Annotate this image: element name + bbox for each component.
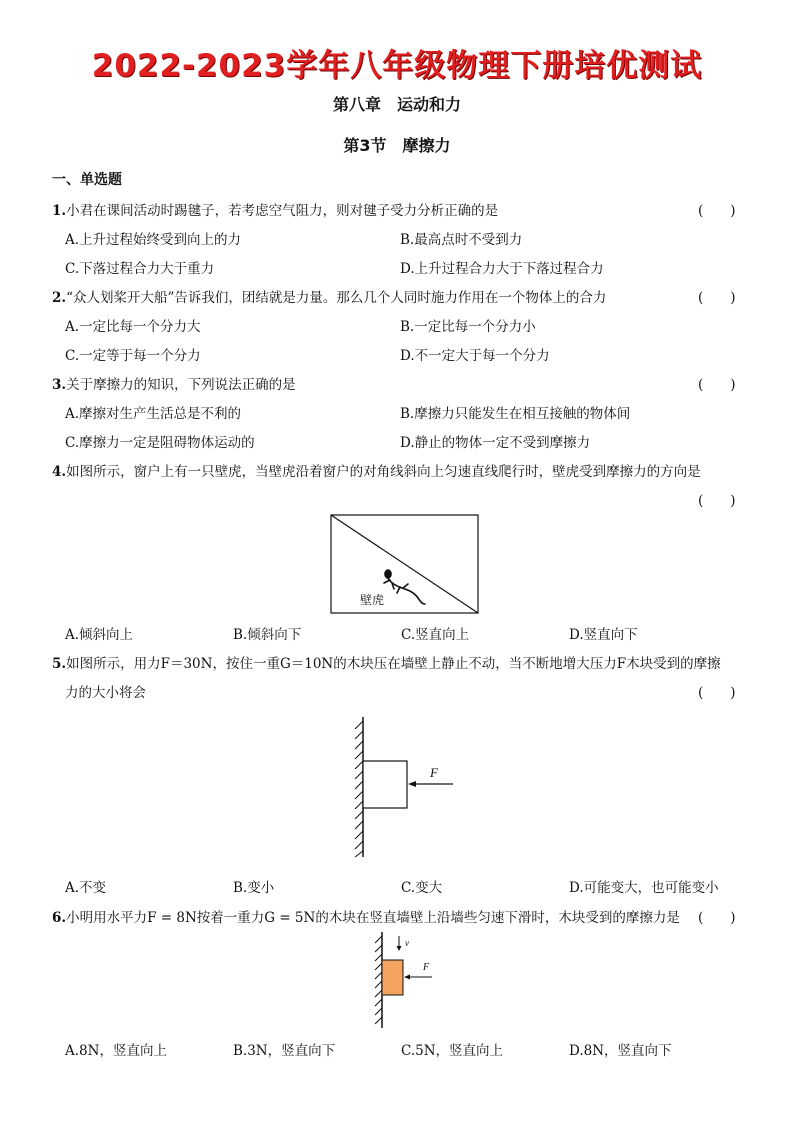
question-number: 2.	[52, 290, 67, 306]
question-5	[52, 652, 721, 672]
page-title: 2022-2023学年八年级物理下册培优测试	[91, 48, 703, 84]
option-c: C.变大	[401, 880, 443, 896]
option-b: B.3N，竖直向下	[233, 1043, 336, 1059]
option-d: D.可能变大，也可能变小	[569, 880, 719, 896]
question-6	[52, 906, 680, 926]
answer-blank: ( )	[698, 493, 736, 509]
option-b: B.变小	[233, 880, 275, 896]
question-number: 6.	[52, 910, 67, 926]
wall-hatching	[355, 721, 363, 857]
option-d: D.8N，竖直向下	[569, 1043, 672, 1059]
window-gecko-figure	[330, 514, 480, 614]
force-label: F	[430, 765, 438, 780]
arrow-head-icon	[408, 781, 416, 787]
diagonal-line	[331, 515, 478, 613]
wall-hatching	[375, 936, 382, 1024]
chapter-heading: 第八章 运动和力	[332, 95, 461, 114]
question-number: 4.	[52, 464, 67, 480]
answer-blank: ( )	[698, 685, 736, 701]
option-d: D.不一定大于每一个分力	[400, 348, 550, 364]
option-c: C.一定等于每一个分力	[65, 348, 201, 364]
question-stem: 如图所示，用力F＝30N，按住一重G＝10N的木块压在墙壁上静止不动，当不断地增大压力F木块受到的摩擦	[66, 656, 721, 672]
question-type-heading: 一、单选题	[52, 172, 122, 188]
question-number: 1.	[52, 203, 67, 219]
option-a: A.摩擦对生产生活总是不利的	[65, 406, 242, 422]
option-b: B.最高点时不受到力	[400, 232, 523, 248]
option-a: A.不变	[65, 880, 107, 896]
wood-block	[382, 960, 403, 995]
arrow-head-icon	[404, 975, 410, 980]
question-stem: 小明用水平力F = 8N按着一重力G = 5N的木块在竖直墙壁上沿墙些匀速下滑时，木块受到的摩擦力是	[66, 910, 680, 926]
arrow-down-icon	[397, 946, 402, 951]
question-4	[52, 460, 701, 480]
answer-blank: ( )	[698, 910, 736, 926]
sliding-block-figure	[370, 930, 440, 1030]
gecko-icon	[384, 570, 425, 604]
option-c: C.竖直向上	[401, 627, 470, 643]
velocity-label: v	[405, 938, 409, 948]
option-d: D.上升过程合力大于下落过程合力	[400, 261, 604, 277]
question-1	[52, 199, 498, 219]
question-number: 3.	[52, 377, 67, 393]
wall-block-figure	[348, 715, 463, 860]
option-a: A.上升过程始终受到向上的力	[65, 232, 242, 248]
option-b: B.一定比每一个分力小	[400, 319, 536, 335]
option-c: C.摩擦力一定是阻碍物体运动的	[65, 435, 255, 451]
option-a: A.倾斜向上	[65, 627, 134, 643]
section-heading: 第3节 摩擦力	[343, 136, 451, 155]
wood-block	[363, 761, 407, 808]
option-a: A.一定比每一个分力大	[65, 319, 201, 335]
question-2	[52, 286, 606, 306]
question-stem: 关于摩擦力的知识，下列说法正确的是	[66, 377, 296, 393]
option-b: B.摩擦力只能发生在相互接触的物体间	[400, 406, 631, 422]
force-label: F	[423, 962, 430, 973]
question-number: 5.	[52, 656, 67, 672]
option-d: D.竖直向下	[569, 627, 638, 643]
question-stem: 如图所示，窗户上有一只壁虎，当壁虎沿着窗户的对角线斜向上匀速直线爬行时，壁虎受到摩擦力的方向是	[66, 464, 701, 480]
option-c: C.下落过程合力大于重力	[65, 261, 215, 277]
option-a: A.8N，竖直向上	[65, 1043, 167, 1059]
gecko-label: 壁虎	[360, 593, 385, 607]
answer-blank: ( )	[698, 203, 736, 219]
option-d: D.静止的物体一定不受到摩擦力	[400, 435, 591, 451]
question-5-continued: 力的大小将会	[65, 685, 146, 701]
option-c: C.5N，竖直向上	[401, 1043, 504, 1059]
question-stem: “众人划桨开大船”告诉我们，团结就是力量。那么几个人同时施力作用在一个物体上的合力	[66, 290, 607, 306]
option-b: B.倾斜向下	[233, 627, 302, 643]
answer-blank: ( )	[698, 377, 736, 393]
question-stem: 小君在课间活动时踢毽子，若考虑空气阻力，则对毽子受力分析正确的是	[66, 203, 499, 219]
question-3	[52, 373, 296, 393]
answer-blank: ( )	[698, 290, 736, 306]
